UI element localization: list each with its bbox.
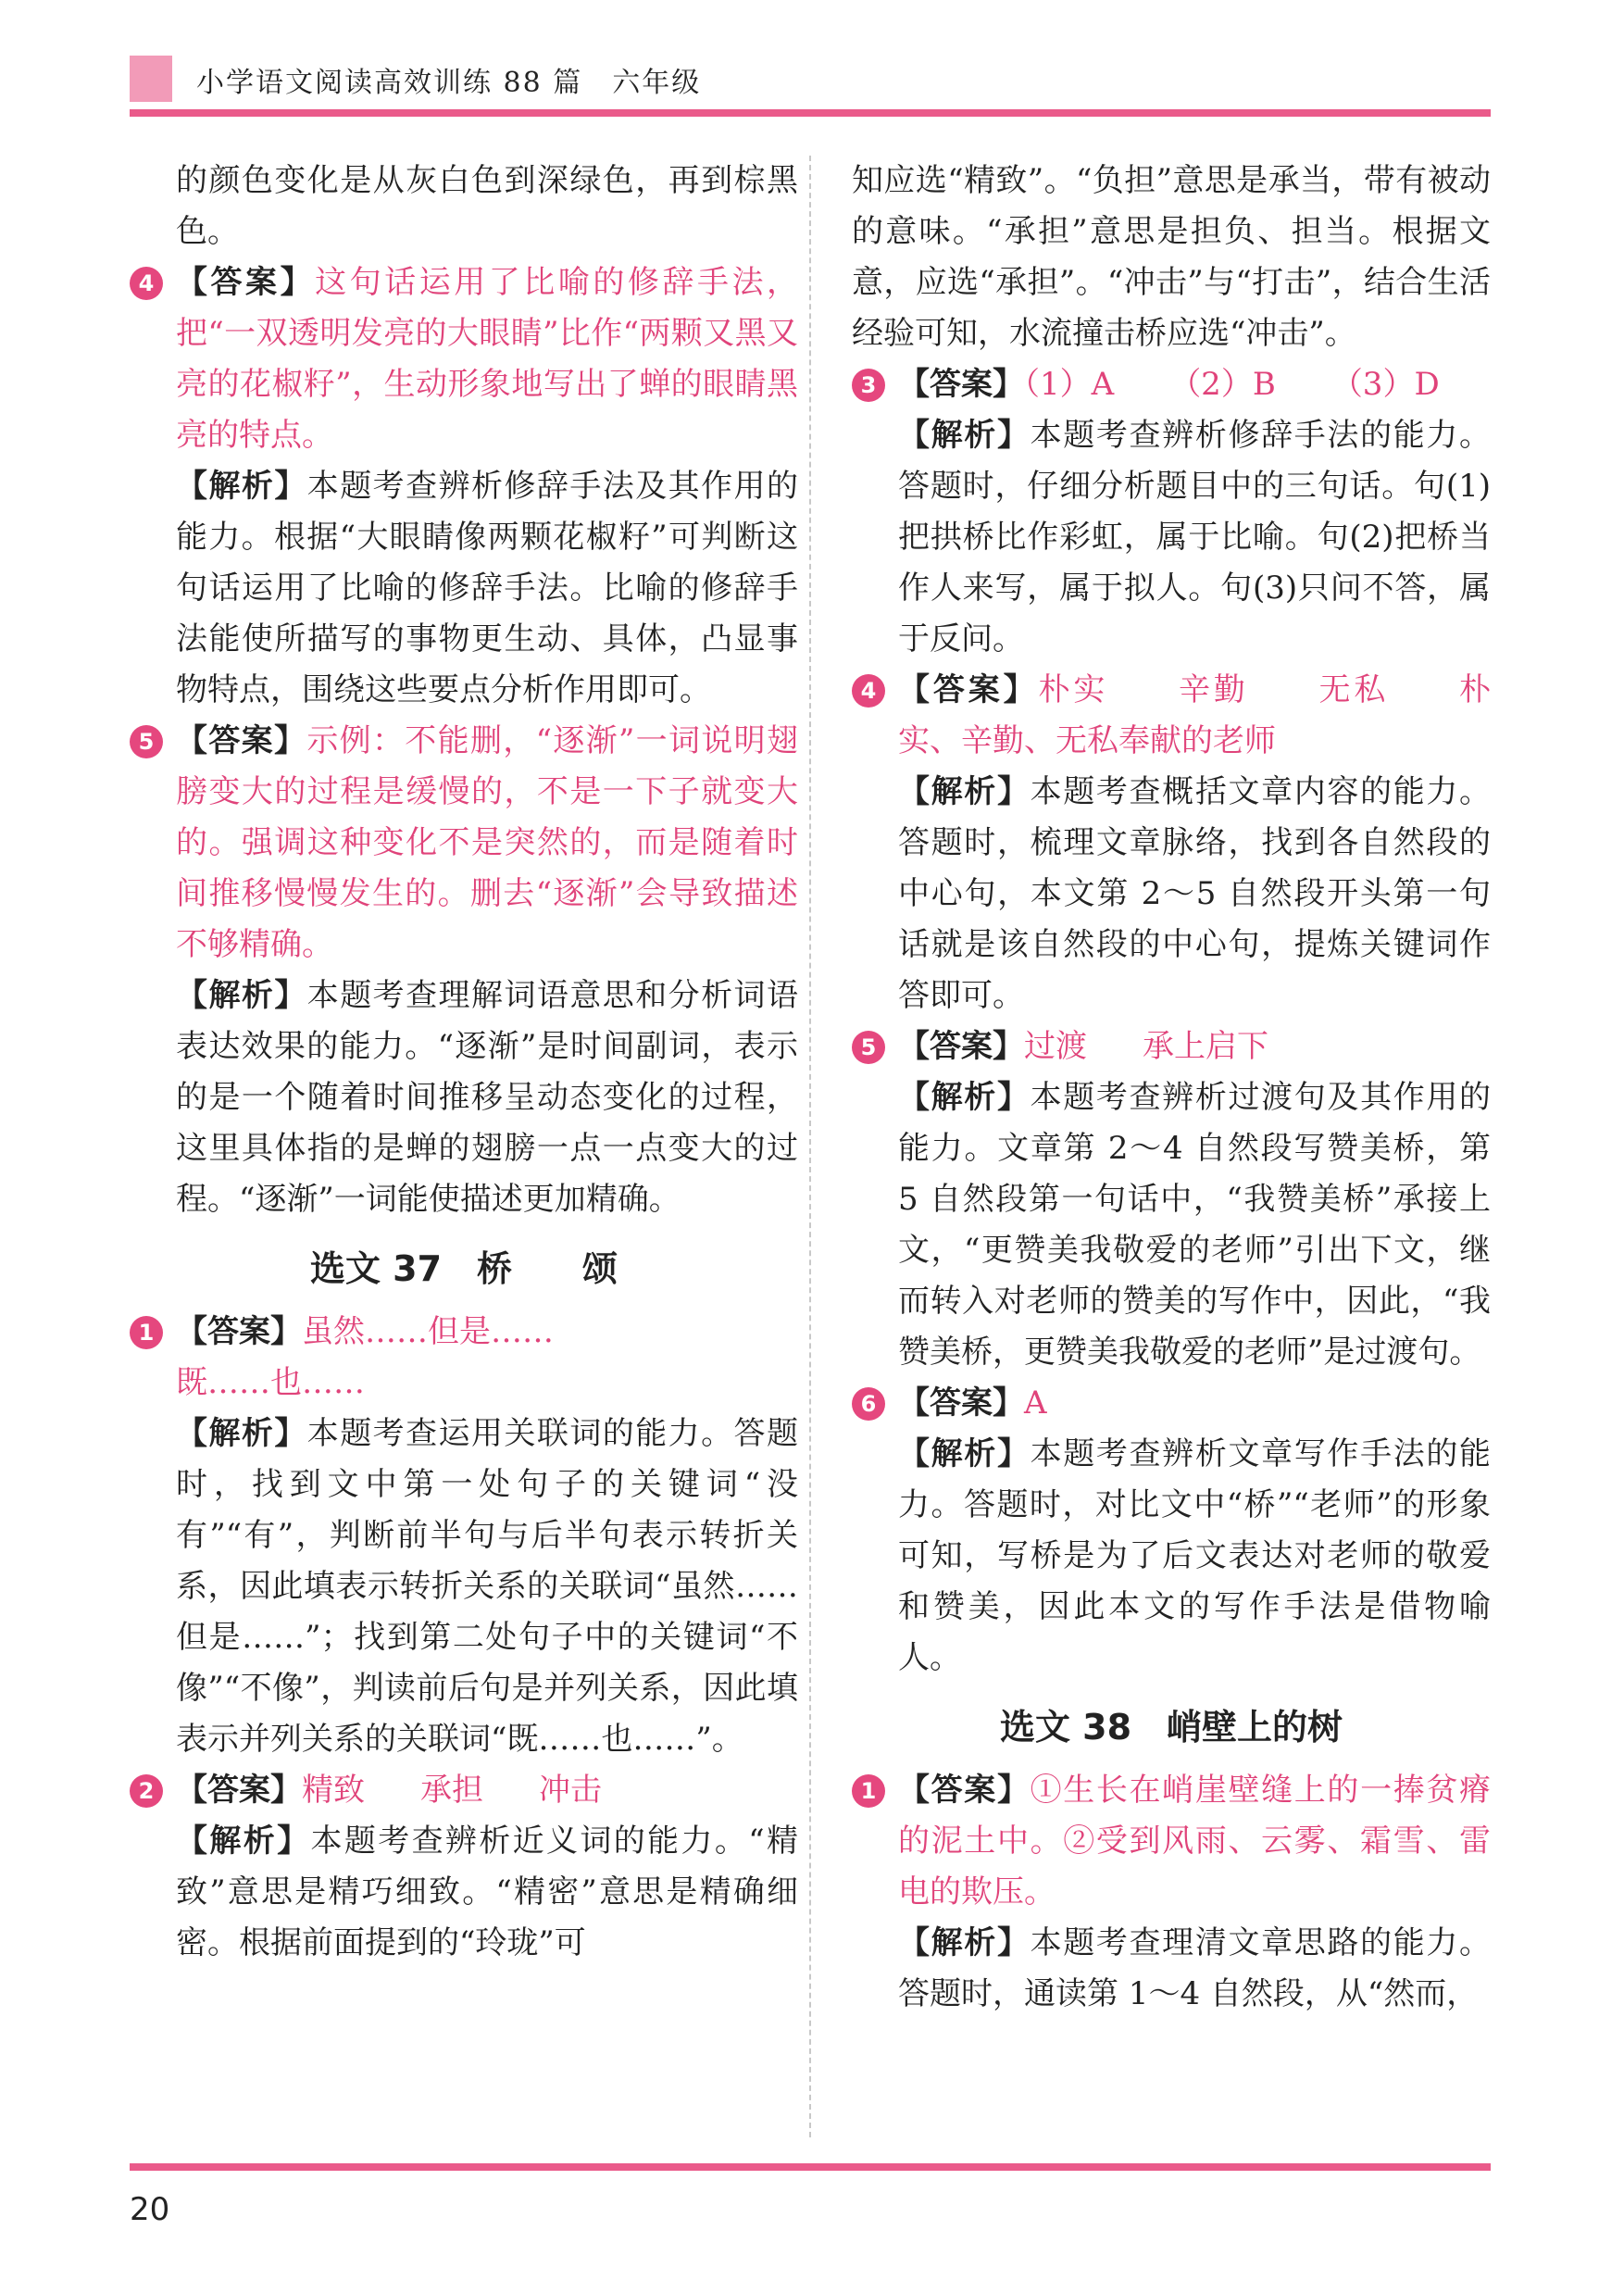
analysis-label: 【解析】 <box>898 417 1031 454</box>
book-title: 小学语文阅读高效训练 88 篇 六年级 <box>196 67 702 99</box>
question-number-badge: 4 <box>130 267 163 300</box>
answer-text-2: 既……也…… <box>176 1364 365 1401</box>
analysis-text: 本题考查辨析过渡句及其作用的能力。文章第 2～4 自然段写赞美桥，第 5 自然段第一句话中，“我赞美桥”承接上文，“更赞美我敬爱的老师”引出下文，继而转入对老师的赞美的写作中，因此，“我赞美桥，更赞美我敬爱的老师”是过渡句。 <box>898 1079 1492 1371</box>
analysis-text: 本题考查概括文章内容的能力。答题时，梳理文章脉络，找到各自然段的中心句，本文第 2～5 自然段开头第一句话就是该自然段的中心句，提炼关键词作答即可。 <box>898 773 1492 1014</box>
right-column <box>852 156 1491 2020</box>
question-4 <box>130 257 798 461</box>
question-number-badge: 3 <box>852 369 885 402</box>
question-number-badge: 1 <box>852 1774 885 1808</box>
analysis-text: 本题考查辨析修辞手法及其作用的能力。根据“大眼睛像两颗花椒籽”可判断这句话运用了比喻的修辞手法。比喻的修辞手法能使所描写的事物更生动、具体，凸显事物特点，围绕这些要点分析作用即可。 <box>176 468 799 708</box>
page-header <box>130 54 1491 119</box>
s37-analysis-1 <box>130 1409 798 1765</box>
answer-word-3: 冲击 <box>539 1772 602 1809</box>
analysis-text: 本题考查理清文章思路的能力。答题时，通读第 1～4 自然段，从“然而， <box>898 1924 1492 2012</box>
analysis-label: 【解析】 <box>176 977 307 1014</box>
answer-label: 【答案】 <box>176 722 307 759</box>
answer-text: 朴实 辛勤 无私 朴实、辛勤、无私奉献的老师 <box>898 671 1491 759</box>
page-number: 20 <box>130 2191 170 2228</box>
s37-question-5 <box>852 1021 1491 1072</box>
answer-label: 【答案】 <box>176 1772 302 1809</box>
question-number-badge: 5 <box>130 725 163 758</box>
answer-label: 【答案】 <box>898 1384 1024 1422</box>
answer-word-1: 精致 <box>302 1772 365 1809</box>
answer-label: 【答案】 <box>176 264 316 301</box>
header-rule <box>130 109 1491 117</box>
answer-label: 【答案】 <box>176 1313 302 1350</box>
answer-text: ①生长在峭崖壁缝上的一捧贫瘠的泥土中。②受到风雨、云雾、霜雪、雷电的欺压。 <box>898 1772 1492 1910</box>
continued-text: 的颜色变化是从灰白色到深绿色，再到棕黑色。 <box>176 162 798 250</box>
s37-analysis-4 <box>852 767 1491 1021</box>
answer-word-2: 承上启下 <box>1143 1028 1268 1065</box>
answer-item-1: （1）A <box>1024 366 1115 403</box>
analysis-text: 本题考查辨析文章写作手法的能力。答题时，对比文中“桥”“老师”的形象可知，写桥是为了后文表达对老师的敬爱和赞美，因此本文的写作手法是借物喻人。 <box>898 1435 1492 1676</box>
s38-analysis-1 <box>852 1918 1491 2020</box>
analysis-label: 【解析】 <box>176 1415 307 1452</box>
analysis-5 <box>130 971 798 1225</box>
answer-word-1: 过渡 <box>1024 1028 1087 1065</box>
answer-label: 【答案】 <box>898 1772 1031 1809</box>
answer-word-2: 承担 <box>420 1772 483 1809</box>
analysis-label: 【解析】 <box>176 468 307 505</box>
answer-label: 【答案】 <box>898 366 1024 403</box>
s37-analysis-5 <box>852 1072 1491 1378</box>
s37-question-4 <box>852 665 1491 767</box>
s37-analysis-2 <box>130 1816 798 1969</box>
section-title-37: 选文 37 桥 颂 <box>309 1248 618 1289</box>
analysis-label: 【解析】 <box>176 1823 311 1860</box>
analysis-text: 本题考查辨析修辞手法的能力。答题时，仔细分析题目中的三句话。句(1)把拱桥比作彩虹，属于比喻。句(2)把桥当作人来写，属于拟人。句(3)只问不答，属于反问。 <box>898 417 1492 658</box>
question-number-badge: 2 <box>130 1774 163 1808</box>
s37-analysis-3 <box>852 410 1491 665</box>
question-number-badge: 1 <box>130 1316 163 1349</box>
s37-analysis-6 <box>852 1429 1491 1684</box>
analysis-text: 本题考查辨析近义词的能力。“精致”意思是精巧细致。“精密”意思是精确细密。根据前面提到的“玲珑”可 <box>176 1823 798 1961</box>
s38-question-1 <box>852 1765 1491 1918</box>
s37-question-6 <box>852 1378 1491 1429</box>
answer-label: 【答案】 <box>898 1028 1024 1065</box>
analysis-label: 【解析】 <box>898 1435 1031 1472</box>
question-number-badge: 5 <box>852 1031 885 1064</box>
footer-rule <box>130 2163 1491 2171</box>
answer-text: 虽然……但是…… <box>302 1313 554 1350</box>
s37-question-3 <box>852 359 1491 410</box>
analysis-4 <box>130 461 798 716</box>
answer-label: 【答案】 <box>898 671 1039 708</box>
section-title-38: 选文 38 峭壁上的树 <box>999 1707 1343 1748</box>
analysis-text: 本题考查理解词语意思和分析词语表达效果的能力。“逐渐”是时间副词，表示的是一个随着时间推移呈动态变化的过程，这里具体指的是蝉的翅膀一点一点变大的过程。“逐渐”一词能使描述更加精确。 <box>176 977 799 1218</box>
question-number-badge: 4 <box>852 674 885 708</box>
continued-text: 知应选“精致”。“负担”意思是承当，带有被动的意味。“承担”意思是担负、担当。根据文意，应选“承担”。“冲击”与“打击”，结合生活经验可知，水流撞击桥应选“冲击”。 <box>852 162 1491 352</box>
question-number-badge: 6 <box>852 1387 885 1421</box>
answer-text: 示例：不能删，“逐渐”一词说明翅膀变大的过程是缓慢的，不是一下子就变大的。强调这种变化不是突然的，而是随着时间推移慢慢发生的。删去“逐渐”会导致描述不够精确。 <box>176 722 798 963</box>
analysis-label: 【解析】 <box>898 1924 1031 1961</box>
analysis-text: 本题考查运用关联词的能力。答题时，找到文中第一处句子的关键词“没有”“有”，判断前半句与后半句表示转折关系，因此填表示转折关系的关联词“虽然……但是……”；找到第二处句子中的关键词“不像”“不像”，判读前后句是并列关系，因此填表示并列关系的关联词“既……也……”。 <box>176 1415 799 1758</box>
analysis-label: 【解析】 <box>898 773 1031 810</box>
question-5 <box>130 716 798 971</box>
answer-text: A <box>1024 1384 1047 1422</box>
left-column <box>130 156 798 1969</box>
answer-item-3: （3）D <box>1330 366 1440 403</box>
s37-question-2 <box>130 1765 798 1816</box>
answer-text: 这句话运用了比喻的修辞手法，把“一双透明发亮的大眼睛”比作“两颗又黑又亮的花椒籽”，生动形象地写出了蝉的眼睛黑亮的特点。 <box>176 264 799 454</box>
s37-question-1 <box>130 1307 798 1409</box>
analysis-label: 【解析】 <box>898 1079 1031 1116</box>
header-pink-block <box>130 56 172 102</box>
column-divider <box>809 156 811 2137</box>
answer-item-2: （2）B <box>1169 366 1276 403</box>
